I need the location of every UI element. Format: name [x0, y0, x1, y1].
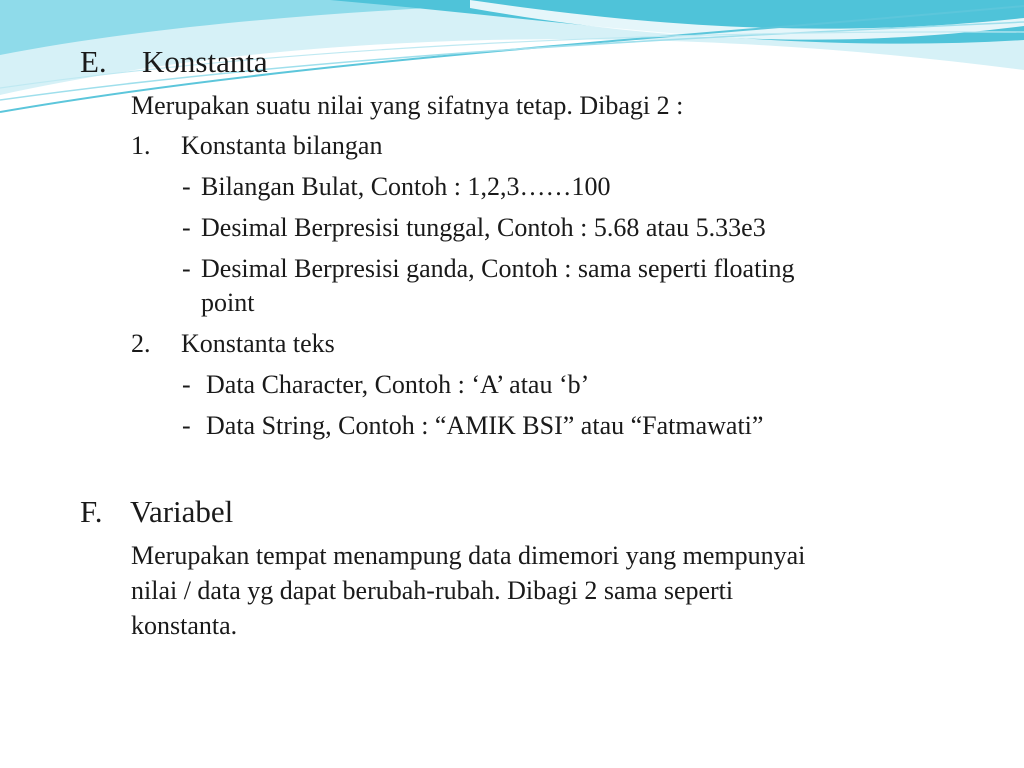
- bullet-dash: -: [182, 213, 191, 242]
- bullet-dash: -: [182, 254, 191, 283]
- section-f-body-line-3: konstanta.: [131, 611, 238, 640]
- bullet-text: Desimal Berpresisi ganda, Contoh : sama seperti floating: [201, 254, 795, 283]
- section-e-title: Konstanta: [142, 44, 268, 79]
- section-e-intro: Merupakan suatu nilai yang sifatnya tetap. Dibagi 2 :: [131, 91, 684, 120]
- section-f-body-line-2: nilai / data yg dapat berubah-rubah. Dibagi 2 sama seperti: [131, 576, 734, 605]
- item-1-marker: 1.: [131, 131, 151, 160]
- bullet-text: Data String, Contoh : “AMIK BSI” atau “Fatmawati”: [206, 411, 764, 440]
- bullet-dash: -: [182, 172, 191, 201]
- section-f-title: Variabel: [130, 494, 234, 529]
- item-2-marker: 2.: [131, 329, 151, 358]
- item-1-label: Konstanta bilangan: [181, 131, 383, 160]
- bullet-dash: -: [182, 411, 191, 440]
- bullet-dash: -: [182, 370, 191, 399]
- section-f-marker: F.: [80, 494, 103, 529]
- section-f-body-line-1: Merupakan tempat menampung data dimemori yang mempunyai: [131, 541, 806, 570]
- bullet-text: Bilangan Bulat, Contoh : 1,2,3……100: [201, 172, 611, 201]
- bullet-desimal-ganda-continuation: point: [201, 288, 255, 317]
- bullet-text: Desimal Berpresisi tunggal, Contoh : 5.68 atau 5.33e3: [201, 213, 766, 242]
- bullet-text: Data Character, Contoh : ‘A’ atau ‘b’: [206, 370, 590, 399]
- section-e-marker: E.: [80, 44, 107, 79]
- item-2-label: Konstanta teks: [181, 329, 335, 358]
